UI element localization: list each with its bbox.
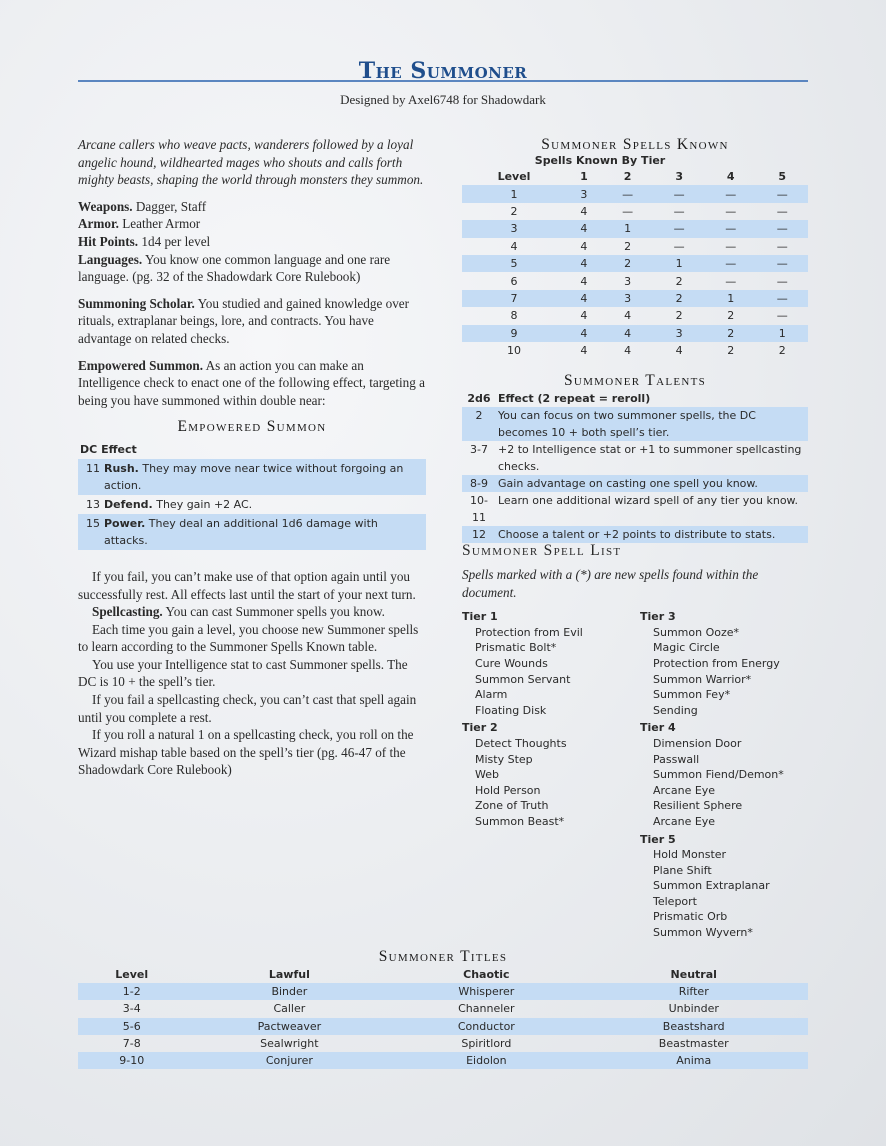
table-cell: Unbinder xyxy=(668,1002,719,1016)
spell-item: Protection from Energy xyxy=(653,656,780,670)
effect-header: Effect (2 repeat = reroll) xyxy=(498,392,651,405)
table-row xyxy=(462,342,808,359)
table-cell: Conductor xyxy=(457,1019,515,1033)
table-cell: — xyxy=(725,274,737,288)
table-row xyxy=(78,459,426,495)
scholar-feature xyxy=(78,295,426,348)
empowered-summon-table xyxy=(78,440,426,550)
table-cell: 6 xyxy=(510,274,518,288)
effect-name: Rush. xyxy=(104,461,139,475)
titles-section xyxy=(78,948,808,1069)
tier-heading: Tier 3 xyxy=(640,610,676,624)
table-cell: 10 xyxy=(507,344,521,358)
spell-item: Prismatic Orb xyxy=(653,910,728,924)
hp-label: Hit Points. xyxy=(78,233,139,249)
weapons-label: Weapons. xyxy=(78,198,133,214)
table-cell: 4 xyxy=(510,239,518,253)
table-cell: Rifter xyxy=(678,985,709,999)
spells-known-table xyxy=(462,168,808,359)
table-header xyxy=(462,168,808,185)
tier-heading: Tier 1 xyxy=(462,610,498,624)
spell-list-section xyxy=(462,542,808,941)
roll-header: 2d6 xyxy=(467,392,491,405)
table-row xyxy=(462,526,808,543)
table-row xyxy=(78,1000,808,1017)
spell-item: Dimension Door xyxy=(653,736,742,750)
effect-cell xyxy=(102,459,426,495)
talents-table xyxy=(462,390,808,543)
title-divider xyxy=(78,80,808,82)
table-row xyxy=(78,495,426,514)
spell-list-heading: Summoner Spell List xyxy=(462,542,622,559)
empowered-text: As an action you can make an Intelligence check to enact one of the following effect, targeting a being you have summoned within double near: xyxy=(78,357,426,408)
table-cell: 2 xyxy=(510,204,518,218)
table-cell: 5 xyxy=(510,257,518,271)
table-cell: — xyxy=(776,257,788,271)
languages-line xyxy=(78,251,426,286)
table-row xyxy=(462,220,808,237)
class-intro: Arcane callers who weave pacts, wanderers followed by a loyal angelic hound, wildhearted mages who shouts and calls forth mighty beasts, shaping the world through monsters they summon. xyxy=(78,137,424,188)
table-cell: — xyxy=(776,187,788,201)
spells-known-subheading: Spells Known By Tier xyxy=(534,154,666,167)
table-row xyxy=(462,475,808,492)
spell-item: Summon Servant xyxy=(475,672,571,686)
tier-header: 5 xyxy=(778,170,787,184)
table-cell: 3 xyxy=(624,274,632,288)
table-cell: 4 xyxy=(580,222,588,236)
table-cell: 3 xyxy=(675,326,683,340)
titles-table xyxy=(78,966,808,1069)
table-cell: 2 xyxy=(727,344,735,358)
roll-value: 2 xyxy=(475,409,483,422)
weapons-value: Dagger, Staff xyxy=(135,198,207,214)
spell-item: Summon Extraplanar xyxy=(653,879,770,893)
table-cell: 9 xyxy=(510,326,518,340)
table-cell: — xyxy=(776,309,788,323)
table-cell: 4 xyxy=(580,344,588,358)
spell-item: Cure Wounds xyxy=(475,656,548,670)
table-cell: Pactweaver xyxy=(257,1019,322,1033)
spell-item: Summon Wyvern* xyxy=(653,926,753,940)
table-cell: 4 xyxy=(624,309,632,323)
spell-item: Resilient Sphere xyxy=(653,799,743,813)
column-header: Neutral xyxy=(670,968,717,982)
effect-header: Effect xyxy=(101,442,137,456)
tier-header: 1 xyxy=(580,170,588,184)
table-cell: — xyxy=(622,204,634,218)
spell-item: Summon Fey* xyxy=(653,688,731,702)
table-cell: 1-2 xyxy=(122,985,141,999)
scholar-text: You studied and gained knowledge over rituals, extraplanar beings, lore, and contracts. You have advantage on related checks. xyxy=(78,295,410,346)
spell-item: Plane Shift xyxy=(653,863,712,877)
mishap-rule: If you roll a natural 1 on a spellcasting check, you roll on the Wizard mishap table based on the spell’s tier (pg. 46-47 of the Shadowdark Core Rulebook) xyxy=(78,727,414,778)
table-cell: Binder xyxy=(271,985,308,999)
spell-item: Summon Beast* xyxy=(475,814,565,828)
tier-heading: Tier 5 xyxy=(640,832,676,846)
spell-item: Sending xyxy=(653,703,698,717)
table-cell: 3 xyxy=(580,187,588,201)
table-row xyxy=(462,407,808,441)
table-cell: 2 xyxy=(778,344,786,358)
tier-heading: Tier 4 xyxy=(640,721,676,735)
table-cell: Beastshard xyxy=(662,1019,725,1033)
column-header: Chaotic xyxy=(463,968,510,982)
roll-value: 8-9 xyxy=(470,477,488,490)
table-cell: — xyxy=(776,222,788,236)
left-column xyxy=(78,136,426,779)
table-cell: 7 xyxy=(510,291,518,305)
table-cell: 1 xyxy=(675,257,683,271)
table-cell: Caller xyxy=(273,1002,306,1016)
table-header xyxy=(78,440,426,459)
page-subtitle: Designed by Axel6748 for Shadowdark xyxy=(340,92,546,107)
table-cell: Beastmaster xyxy=(658,1036,729,1050)
titles-heading: Summoner Titles xyxy=(378,948,508,965)
table-cell: 3-4 xyxy=(122,1002,141,1016)
table-cell: — xyxy=(725,257,737,271)
talent-text: +2 to Intelligence stat or +1 to summoner spellcasting checks. xyxy=(498,443,802,473)
spell-item: Magic Circle xyxy=(653,641,720,655)
tier-heading: Tier 2 xyxy=(462,721,498,735)
talents-heading: Summoner Talents xyxy=(563,372,707,389)
table-cell: 4 xyxy=(580,274,588,288)
talent-text: Learn one additional wizard spell of any tier you know. xyxy=(498,494,799,507)
armor-line xyxy=(78,215,426,233)
table-cell: Anima xyxy=(676,1054,712,1068)
table-cell: Spiritlord xyxy=(461,1036,512,1050)
table-cell: 8 xyxy=(510,309,518,323)
table-row xyxy=(462,238,808,255)
empowered-summon-heading: Empowered Summon xyxy=(177,418,327,436)
roll-value: 3-7 xyxy=(470,443,488,456)
spell-item: Hold Person xyxy=(475,783,541,797)
table-cell: 2 xyxy=(727,309,735,323)
effect-text: They may move near twice without forgoing an action. xyxy=(104,461,404,492)
dc-value: 13 xyxy=(86,497,100,511)
spell-item: Summon Ooze* xyxy=(653,625,740,639)
spell-item: Alarm xyxy=(475,688,508,702)
table-cell: 4 xyxy=(580,204,588,218)
effect-text: They deal an additional 1d6 damage with attacks. xyxy=(104,516,378,547)
spell-item: Prismatic Bolt* xyxy=(475,641,557,655)
table-cell: — xyxy=(776,274,788,288)
table-cell: 1 xyxy=(624,222,632,236)
table-header xyxy=(78,966,808,983)
armor-label: Armor. xyxy=(78,216,119,232)
table-cell: 1 xyxy=(727,291,735,305)
table-cell: 2 xyxy=(624,239,632,253)
spell-item: Teleport xyxy=(653,894,697,908)
scholar-label: Summoning Scholar. xyxy=(78,295,195,311)
languages-value: You know one common language and one rare language. (pg. 32 of the Shadowdark Core Rulebook) xyxy=(78,251,391,285)
column-header: Level xyxy=(115,968,149,982)
talent-text: You can focus on two summoner spells, the DC becomes 10 + both spell’s tier. xyxy=(498,409,756,439)
table-cell: 5-6 xyxy=(122,1019,141,1033)
hp-value: 1d4 per level xyxy=(141,233,211,249)
table-cell: — xyxy=(673,222,685,236)
table-row xyxy=(78,1018,808,1035)
table-row xyxy=(462,325,808,342)
effect-name: Defend. xyxy=(104,497,153,511)
table-row xyxy=(78,514,426,550)
effect-cell xyxy=(102,495,426,514)
table-row xyxy=(78,1052,808,1069)
spell-item: Arcane Eye xyxy=(653,814,716,828)
empowered-label: Empowered Summon. xyxy=(78,357,204,373)
table-cell: — xyxy=(673,239,685,253)
table-cell: — xyxy=(725,222,737,236)
level-rule: Each time you gain a level, you choose new Summoner spells to learn according to the Summoner Spells Known table. xyxy=(78,621,419,655)
table-cell: 4 xyxy=(624,326,632,340)
armor-value: Leather Armor xyxy=(122,216,201,232)
spell-item: Summon Fiend/Demon* xyxy=(653,768,784,782)
table-cell: 2 xyxy=(675,274,683,288)
page-title: The Summoner xyxy=(358,58,528,84)
dc-header: DC xyxy=(80,442,98,456)
spell-list-right-column xyxy=(640,609,808,940)
table-cell: Eidolon xyxy=(466,1054,507,1068)
table-row xyxy=(462,492,808,526)
table-cell: 4 xyxy=(580,326,588,340)
table-row xyxy=(462,441,808,475)
spell-item: Misty Step xyxy=(475,752,533,766)
table-cell: 4 xyxy=(624,344,632,358)
talents-section xyxy=(462,372,808,543)
table-cell: 4 xyxy=(580,239,588,253)
table-cell: Conjurer xyxy=(265,1054,313,1068)
table-header-cell xyxy=(78,440,426,459)
spellcasting-text: You can cast Summoner spells you know. xyxy=(165,604,385,620)
spell-item: Hold Monster xyxy=(653,848,727,862)
table-cell: 7-8 xyxy=(122,1036,141,1050)
table-cell: 2 xyxy=(675,291,683,305)
spell-item: Detect Thoughts xyxy=(475,736,567,750)
table-cell: 2 xyxy=(675,309,683,323)
spell-list-left-column xyxy=(462,609,640,940)
fail-rule: If you fail, you can’t make use of that option again until you successfully rest. All effects last until the start of your next turn. xyxy=(78,568,416,602)
spell-item: Arcane Eye xyxy=(653,783,716,797)
effect-cell xyxy=(102,514,426,550)
spell-item: Passwall xyxy=(653,752,700,766)
table-cell: — xyxy=(725,187,737,201)
table-row xyxy=(462,185,808,202)
table-cell: 9-10 xyxy=(119,1054,145,1068)
table-header xyxy=(462,390,808,407)
spell-list-intro: Spells marked with a (*) are new spells found within the document. xyxy=(462,567,759,600)
table-cell: — xyxy=(673,187,685,201)
table-cell: — xyxy=(776,239,788,253)
effect-name: Power. xyxy=(104,516,146,530)
spell-item: Protection from Evil xyxy=(475,625,583,639)
table-row xyxy=(462,255,808,272)
dc-value: 15 xyxy=(86,516,100,530)
talent-text: Gain advantage on casting one spell you know. xyxy=(498,477,758,490)
table-cell: — xyxy=(776,204,788,218)
table-cell: 4 xyxy=(675,344,683,358)
table-cell: 1 xyxy=(778,326,786,340)
table-cell: — xyxy=(673,204,685,218)
table-row xyxy=(462,272,808,289)
spell-item: Floating Disk xyxy=(475,703,547,717)
column-header: Lawful xyxy=(268,968,310,982)
tier-header: 2 xyxy=(623,170,632,184)
tier-header: 4 xyxy=(726,170,735,184)
table-row xyxy=(78,983,808,1000)
spells-known-section xyxy=(462,136,808,359)
table-row xyxy=(462,203,808,220)
table-cell: Sealwright xyxy=(260,1036,319,1050)
spells-known-heading: Summoner Spells Known xyxy=(541,136,729,153)
table-cell: 3 xyxy=(624,291,632,305)
table-row xyxy=(462,307,808,324)
languages-label: Languages. xyxy=(78,251,143,267)
level-header: Level xyxy=(497,170,531,184)
table-cell: Channeler xyxy=(458,1002,515,1016)
empowered-feature xyxy=(78,357,426,410)
roll-value: 12 xyxy=(472,528,486,541)
table-cell: 4 xyxy=(580,257,588,271)
spellcasting-rule xyxy=(78,603,426,621)
talent-text: Choose a talent or +2 points to distribute to stats. xyxy=(498,528,776,541)
hp-line xyxy=(78,233,426,251)
table-cell: Whisperer xyxy=(458,985,515,999)
table-cell: — xyxy=(725,239,737,253)
tier-header: 3 xyxy=(675,170,683,184)
table-cell: — xyxy=(622,187,634,201)
table-cell: 4 xyxy=(580,291,588,305)
table-row xyxy=(462,290,808,307)
table-cell: 2 xyxy=(624,257,632,271)
spellcasting-label: Spellcasting. xyxy=(92,604,163,620)
table-cell: 2 xyxy=(727,326,735,340)
table-cell: — xyxy=(725,204,737,218)
table-cell: — xyxy=(776,291,788,305)
stat-rule: You use your Intelligence stat to cast Summoner spells. The DC is 10 + the spell’s tier. xyxy=(78,656,408,690)
spell-item: Web xyxy=(475,768,499,782)
roll-value: 10-11 xyxy=(470,494,488,524)
spell-item: Summon Warrior* xyxy=(653,672,752,686)
effect-text: They gain +2 AC. xyxy=(156,497,253,511)
table-cell: 1 xyxy=(510,187,518,201)
weapons-line xyxy=(78,198,426,216)
table-cell: 4 xyxy=(580,309,588,323)
spell-item: Zone of Truth xyxy=(475,799,549,813)
failcast-rule: If you fail a spellcasting check, you can’t cast that spell again until you complete a rest. xyxy=(78,692,417,725)
table-cell: 3 xyxy=(510,222,518,236)
dc-value: 11 xyxy=(86,461,100,475)
table-row xyxy=(78,1035,808,1052)
